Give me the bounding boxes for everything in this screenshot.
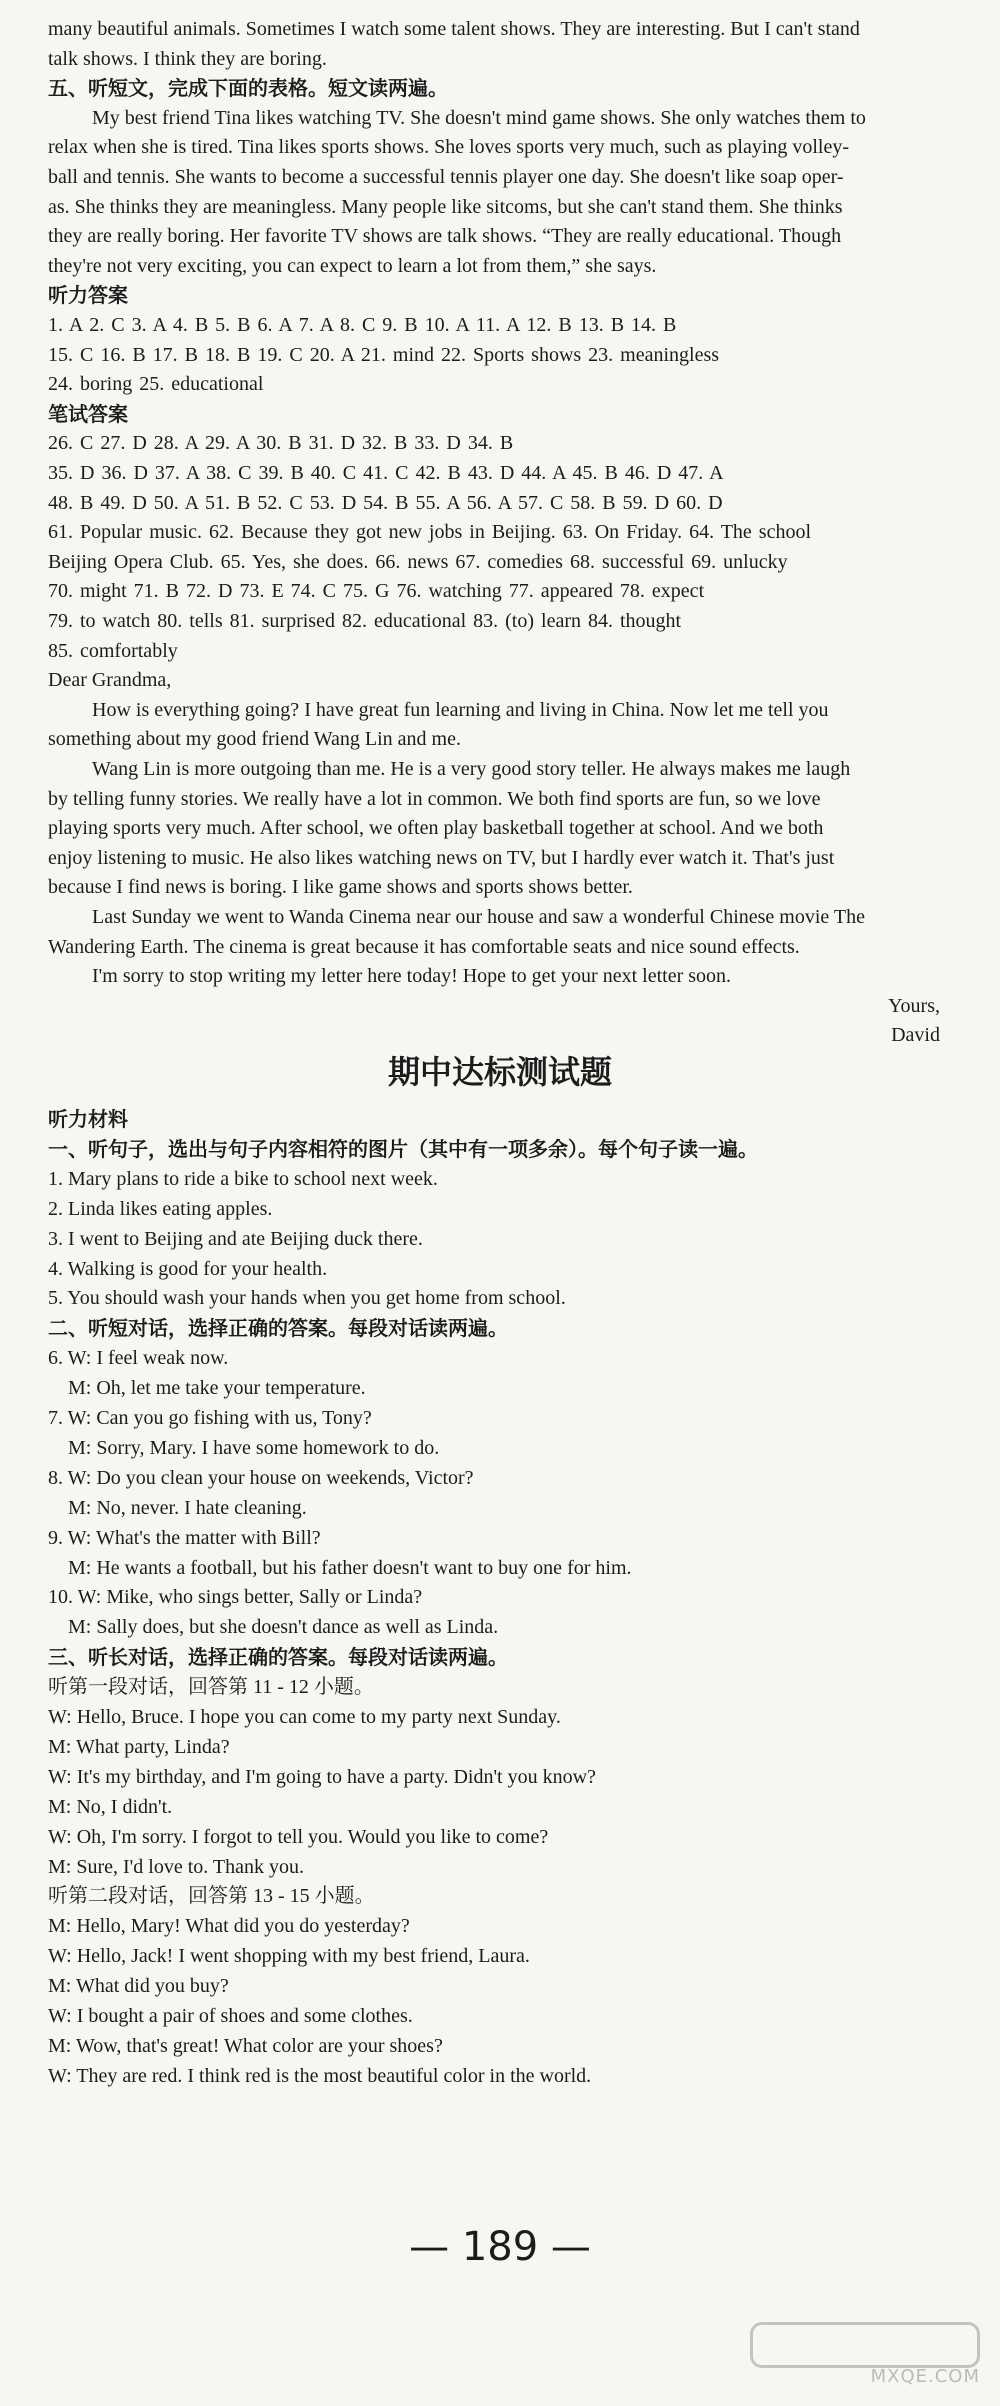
text-line: M: Wow, that's great! What color are your shoes?	[48, 2034, 443, 2057]
answer-line: 61. Popular music. 62. Because they got new jobs in Beijing. 63. On Friday. 64. The school	[48, 521, 812, 544]
text-line: 听第一段对话，回答第 11 - 12 小题。	[48, 1676, 374, 1699]
section-heading: 一、听句子，选出与句子内容相符的图片（其中有一项多余）。每个句子读一遍。	[48, 1136, 758, 1161]
text-line: W: Hello, Bruce. I hope you can come to my party next Sunday.	[48, 1706, 561, 1728]
text-line: Wang Lin is more outgoing than me. He is a very good story teller. He always makes me laugh	[92, 758, 851, 780]
text-line: ball and tennis. She wants to become a successful tennis player one day. She doesn't like soap oper-	[48, 166, 844, 188]
text-line: M: Sure, I'd love to. Thank you.	[48, 1855, 304, 1878]
text-line: 2. Linda likes eating apples.	[48, 1197, 273, 1220]
section-heading: 五、听短文，完成下面的表格。短文读两遍。	[48, 76, 448, 101]
text-line: talk shows. I think they are boring.	[48, 47, 327, 70]
text-line: 4. Walking is good for your health.	[48, 1257, 328, 1280]
text-line: M: What did you buy?	[48, 1975, 229, 1998]
watermark-frame	[750, 2322, 980, 2368]
text-line: 1. Mary plans to ride a bike to school next week.	[48, 1167, 438, 1190]
text-line: 10. W: Mike, who sings better, Sally or Linda?	[48, 1586, 423, 1609]
watermark-logo	[750, 2322, 980, 2388]
page-number: — 189 —	[409, 2224, 591, 2270]
text-line: W: Oh, I'm sorry. I forgot to tell you. Would you like to come?	[48, 1825, 549, 1848]
text-line: Dear Grandma,	[48, 669, 172, 692]
text-line: M: Sally does, but she doesn't dance as well as Linda.	[68, 1616, 499, 1639]
text-line: 9. W: What's the matter with Bill?	[48, 1526, 321, 1549]
text-line: 5. You should wash your hands when you get home from school.	[48, 1287, 566, 1310]
text-line: M: What party, Linda?	[48, 1735, 230, 1758]
text-line: relax when she is tired. Tina likes sports shows. She loves sports very much, such as playing volley-	[48, 136, 850, 159]
text-line: M: No, never. I hate cleaning.	[68, 1496, 307, 1519]
text-line: W: It's my birthday, and I'm going to have a party. Didn't you know?	[48, 1765, 596, 1788]
answer-line: 48. B 49. D 50. A 51. B 52. C 53. D 54. B 55. A 56. A 57. C 58. B 59. D 60. D	[48, 491, 723, 514]
section-heading: 二、听短对话，选择正确的答案。每段对话读两遍。	[48, 1316, 508, 1341]
section-heading: 听力答案	[48, 283, 128, 308]
text-line: W: They are red. I think red is the most beautiful color in the world.	[48, 2064, 592, 2087]
answer-line: Beijing Opera Club. 65. Yes, she does. 66. news 67. comedies 68. successful 69. unlucky	[48, 550, 788, 573]
answer-line: 70. might 71. B 72. D 73. E 74. C 75. G 76. watching 77. appeared 78. expect	[48, 580, 705, 603]
section-title: 期中达标测试题	[387, 1053, 612, 1091]
text-line: W: I bought a pair of shoes and some clothes.	[48, 2005, 413, 2027]
answer-line: 35. D 36. D 37. A 38. C 39. B 40. C 41. C 42. B 43. D 44. A 45. B 46. D 47. A	[48, 462, 724, 484]
text-line: 3. I went to Beijing and ate Beijing duck there.	[48, 1227, 423, 1250]
watermark-text: MXQE.COM	[870, 2366, 980, 2387]
text-line: David	[891, 1024, 940, 1047]
text-line: as. She thinks they are meaningless. Many people like sitcoms, but she can't stand them. She thinks	[48, 195, 843, 218]
text-line: 8. W: Do you clean your house on weekends, Victor?	[48, 1466, 474, 1489]
text-line: by telling funny stories. We really have a lot in common. We both find sports are fun, so we love	[48, 787, 821, 810]
text-line: M: Oh, let me take your temperature.	[68, 1377, 366, 1400]
text-line: 6. W: I feel weak now.	[48, 1347, 229, 1370]
text-line: because I find news is boring. I like game shows and sports shows better.	[48, 876, 633, 899]
text-line: they are really boring. Her favorite TV shows are talk shows. “They are really educational. Though	[48, 225, 842, 248]
text-line: Last Sunday we went to Wanda Cinema near our house and saw a wonderful Chinese movie The	[92, 906, 866, 928]
text-line: many beautiful animals. Sometimes I watch some talent shows. They are interesting. But I can't stand	[48, 18, 860, 40]
text-line: enjoy listening to music. He also likes watching news on TV, but I hardly ever watch it. That's just	[48, 846, 835, 869]
text-line: W: Hello, Jack! I went shopping with my best friend, Laura.	[48, 1945, 530, 1968]
text-line: 听第二段对话，回答第 13 - 15 小题。	[48, 1885, 375, 1908]
section-heading: 笔试答案	[48, 401, 128, 426]
text-line: 7. W: Can you go fishing with us, Tony?	[48, 1407, 372, 1429]
section-heading: 听力材料	[48, 1107, 128, 1131]
text-line: M: Sorry, Mary. I have some homework to do.	[68, 1436, 440, 1459]
text-line: Wandering Earth. The cinema is great because it has comfortable seats and nice sound effects.	[48, 935, 800, 958]
text-line: M: Hello, Mary! What did you do yesterday?	[48, 1915, 410, 1938]
section-heading: 三、听长对话，选择正确的答案。每段对话读两遍。	[48, 1645, 508, 1670]
answer-line: 1. A 2. C 3. A 4. B 5. B 6. A 7. A 8. C 9. B 10. A 11. A 12. B 13. B 14. B	[48, 314, 677, 336]
text-line: My best friend Tina likes watching TV. She doesn't mind game shows. She only watches them to	[92, 106, 866, 129]
text-line: M: He wants a football, but his father doesn't want to buy one for him.	[68, 1556, 632, 1579]
answer-line: 15. C 16. B 17. B 18. B 19. C 20. A 21. mind 22. Sports shows 23. meaningless	[48, 343, 720, 366]
text-line: playing sports very much. After school, we often play basketball together at school. And we both	[48, 817, 824, 840]
answer-line: 24. boring 25. educational	[48, 373, 264, 396]
answer-line: 79. to watch 80. tells 81. surprised 82. educational 83. (to) learn 84. thought	[48, 610, 682, 632]
answer-line: 85. comfortably	[48, 639, 178, 662]
text-line: I'm sorry to stop writing my letter here today! Hope to get your next letter soon.	[92, 965, 732, 988]
text-line: M: No, I didn't.	[48, 1795, 173, 1818]
text-line: Yours,	[888, 994, 940, 1017]
answer-line: 26. C 27. D 28. A 29. A 30. B 31. D 32. B 33. D 34. B	[48, 432, 514, 455]
text-line: they're not very exciting, you can expect to learn a lot from them,” she says.	[48, 254, 657, 277]
text-line: something about my good friend Wang Lin and me.	[48, 728, 461, 751]
text-line: How is everything going? I have great fun learning and living in China. Now let me tell you	[92, 698, 829, 721]
